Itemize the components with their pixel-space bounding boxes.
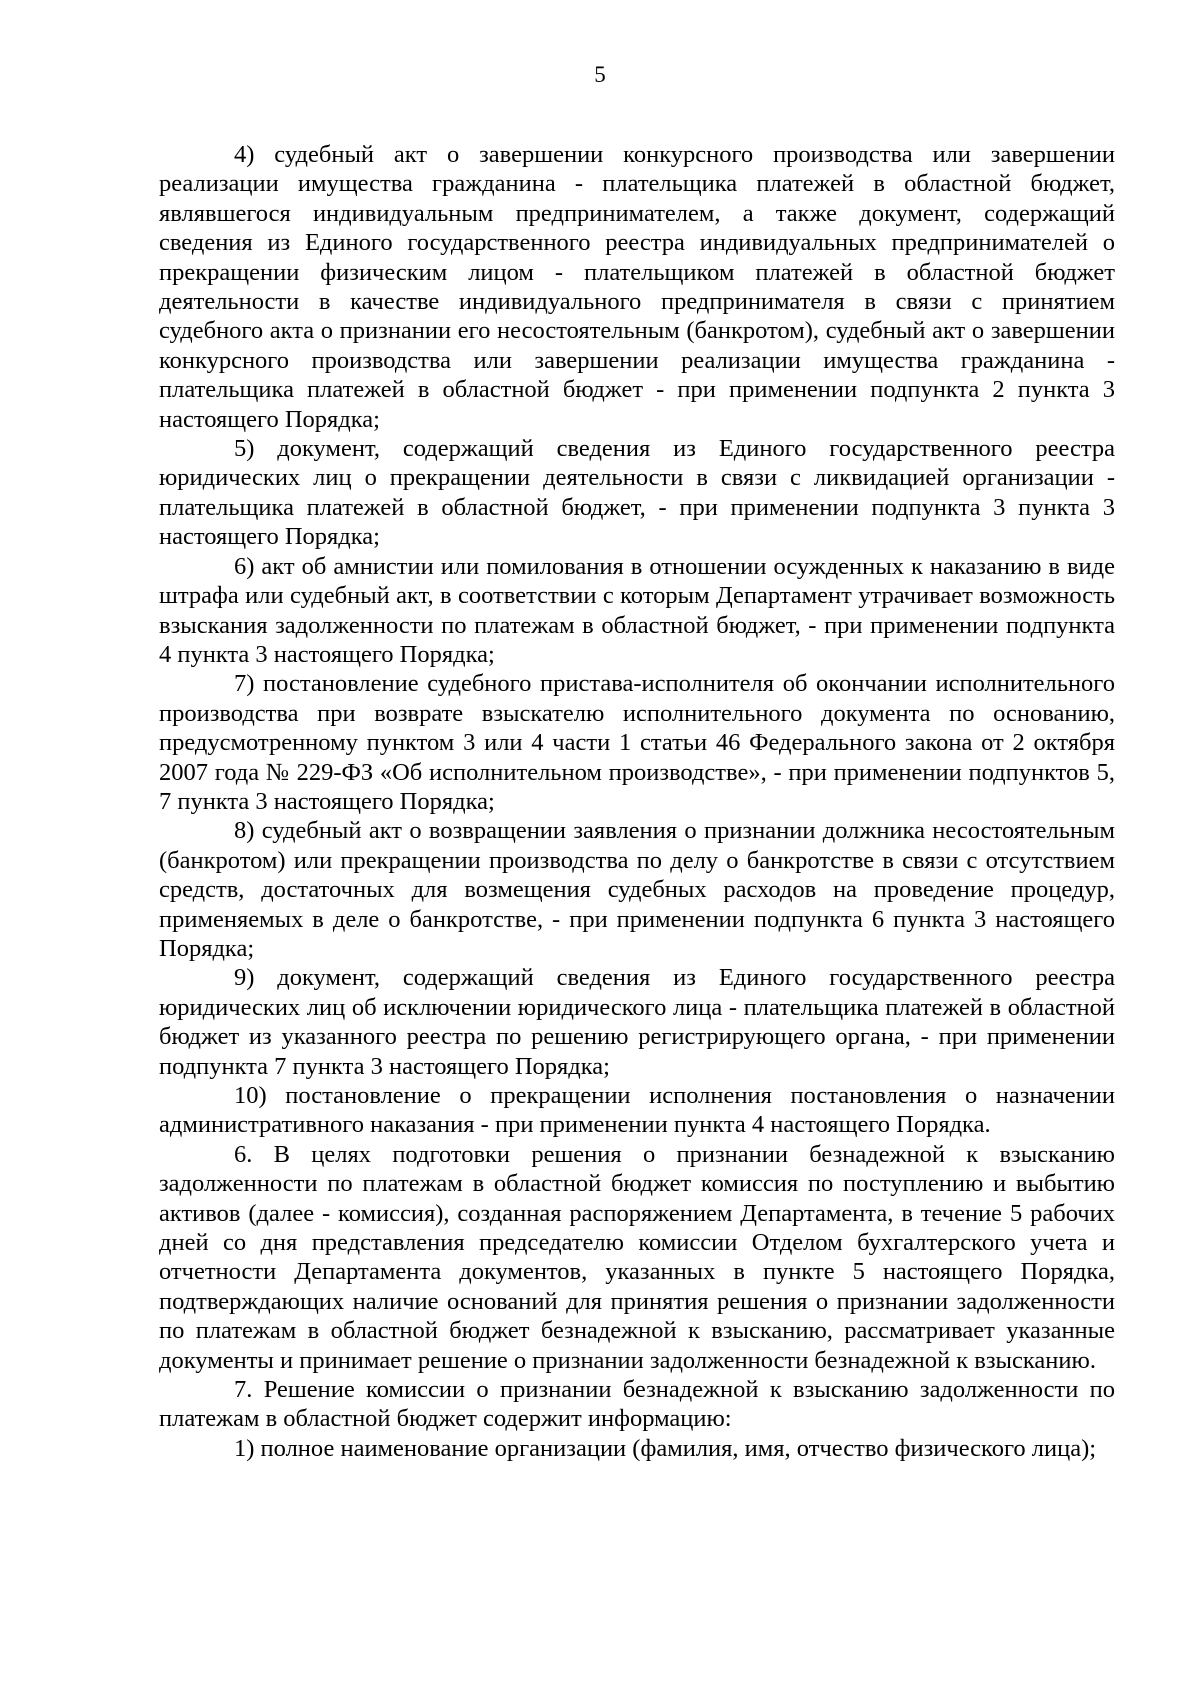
paragraph-item-7-subitem-1: 1) полное наименование организации (фамилия, имя, отчество физического лица);: [234, 1434, 1097, 1462]
paragraph-subitem-9: 9) документ, содержащий сведения из Единого государственного реестра юридических лиц об исключении юридического лица - плательщика платежей в областной бюджет из указанного реестра по решению регистрирующего органа, - при применении подпункта 7 пункта 3 настоящего Порядка;: [159, 964, 1115, 1080]
page-number: 5: [594, 62, 606, 87]
paragraph-subitem-6: 6) акт об амнистии или помилования в отношении осужденных к наказанию в виде штрафа или судебный акт, в соответствии с которым Департамент утрачивает возможность взыскания задолженности по платежам в областной бюджет, - при применении подпункта 4 пункта 3 настоящего Порядка;: [159, 552, 1115, 668]
paragraph-subitem-4: 4) судебный акт о завершении конкурсного производства или завершении реализации имущества гражданина - плательщика платежей в областной бюджет, являвшегося индивидуальным предпринимателем, а также документ, содержащий сведения из Единого государственного реестра индивидуальных предпринимателей о прекращении физическим лицом - плательщиком платежей в областной бюджет деятельности в качестве индивидуального предпринимателя в связи с принятием судебного акта о признании его несостоятельным (банкротом), судебный акт о завершении конкурсного производства или завершении реализации имущества гражданина - плательщика платежей в областной бюджет - при применении подпункта 2 пункта 3 настоящего Порядка;: [159, 141, 1115, 433]
document-body: [159, 140, 1115, 1463]
paragraph-subitem-10: 10) постановление о прекращении исполнения постановления о назначении административного наказания - при применении пункта 4 настоящего Порядка.: [159, 1082, 1115, 1139]
paragraph-subitem-5: 5) документ, содержащий сведения из Единого государственного реестра юридических лиц о прекращении деятельности в связи с ликвидацией организации - плательщика платежей в областной бюджет, - при применении подпункта 3 пункта 3 настоящего Порядка;: [159, 435, 1115, 551]
paragraph-subitem-7: 7) постановление судебного пристава-исполнителя об окончании исполнительного производства при возврате взыскателю исполнительного документа по основанию, предусмотренному пунктом 3 или 4 части 1 статьи 46 Федерального закона от 2 октября 2007 года № 229-ФЗ «Об исполнительном производстве», - при применении подпунктов 5, 7 пункта 3 настоящего Порядка;: [159, 670, 1115, 815]
paragraph-item-7: 7. Решение комиссии о признании безнадежной к взысканию задолженности по платежам в областной бюджет содержит информацию:: [159, 1376, 1115, 1433]
paragraph-subitem-8: 8) судебный акт о возвращении заявления о признании должника несостоятельным (банкротом) или прекращении производства по делу о банкротстве в связи с отсутствием средств, достаточных для возмещения судебных расходов на проведение процедур, применяемых в деле о банкротстве, - при применении подпункта 6 пункта 3 настоящего Порядка;: [159, 817, 1115, 962]
paragraph-item-6: 6. В целях подготовки решения о признании безнадежной к взысканию задолженности по платежам в областной бюджет комиссия по поступлению и выбытию активов (далее - комиссия), созданная распоряжением Департамента, в течение 5 рабочих дней со дня представления председателю комиссии Отделом бухгалтерского учета и отчетности Департамента документов, указанных в пункте 5 настоящего Порядка, подтверждающих наличие оснований для принятия решения о признании задолженности по платежам в областной бюджет безнадежной к взысканию, рассматривает указанные документы и принимает решение о признании задолженности безнадежной к взысканию.: [159, 1140, 1115, 1374]
